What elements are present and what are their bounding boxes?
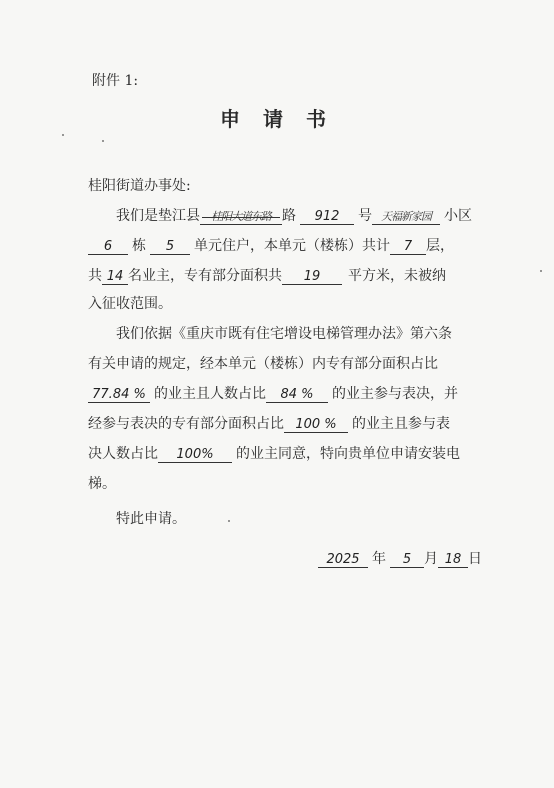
unit-suffix: 单元住户，本单元（楼栋）共计 <box>194 238 390 254</box>
scan-speck <box>62 134 64 136</box>
paragraph2-line4 <box>88 413 450 433</box>
people-ratio-handwritten: 84 % <box>266 388 328 403</box>
road-name-handwritten: 桂阳大道东路 <box>200 210 282 225</box>
paragraph1-line4: 入征收范围。 <box>88 296 172 312</box>
date-day-suffix: 日 <box>468 551 482 567</box>
voting-people-ratio-handwritten: 100% <box>158 448 232 463</box>
paragraph1-line1 <box>116 205 472 225</box>
paragraph1-line2 <box>88 235 454 255</box>
paragraph2-line2: 有关申请的规定，经本单元（楼栋）内专有部分面积占比 <box>88 356 438 372</box>
unit-number-handwritten: 5 <box>150 240 190 255</box>
owners-suffix: 名业主，专有部分面积共 <box>128 268 282 284</box>
voting-people-suffix: 的业主同意，特向贵单位申请安装电 <box>236 446 460 462</box>
building-suffix: 栋 <box>132 238 146 254</box>
scan-speck <box>540 270 542 272</box>
voting-area-ratio-handwritten: 100 % <box>284 418 348 433</box>
paragraph2-line1: 我们依据《重庆市既有住宅增设电梯管理办法》第六条 <box>116 326 452 342</box>
date-year-handwritten: 2025 <box>318 553 368 568</box>
voting-area-suffix: 的业主且参与表 <box>352 416 450 432</box>
document-title: 申 请 书 <box>220 107 334 131</box>
paragraph2-line6: 梯。 <box>88 476 116 492</box>
owners-prefix: 共 <box>88 268 102 284</box>
paragraph1-line3 <box>88 265 446 285</box>
voting-area-prefix: 经参与表决的专有部分面积占比 <box>88 416 284 432</box>
road-suffix: 路 <box>282 208 296 224</box>
owners-count-handwritten: 14 <box>102 270 128 285</box>
signature-date <box>318 548 482 568</box>
building-number-handwritten: 6 <box>88 240 128 255</box>
county-prefix: 我们是垫江县 <box>116 208 200 224</box>
number-suffix: 号 <box>358 208 372 224</box>
community-name-handwritten: 天福新家园 <box>372 210 440 225</box>
people-ratio-suffix: 的业主参与表决，并 <box>332 386 458 402</box>
area-ratio-handwritten: 77.84 % <box>88 388 150 403</box>
addressee: 桂阳街道办事处: <box>88 178 191 194</box>
date-month-handwritten: 5 <box>390 553 424 568</box>
community-suffix: 小区 <box>444 208 472 224</box>
paragraph2-line5 <box>88 443 460 463</box>
date-year-suffix: 年 <box>372 551 386 567</box>
attachment-label: 附件 1: <box>92 73 139 89</box>
area-ratio-suffix: 的业主且人数占比 <box>154 386 266 402</box>
closing-text: 特此申请。 <box>116 511 186 527</box>
floors-handwritten: 7 <box>390 240 426 255</box>
scan-speck <box>228 520 230 522</box>
house-number-handwritten: 912 <box>300 210 354 225</box>
voting-people-prefix: 决人数占比 <box>88 446 158 462</box>
floors-suffix: 层， <box>426 238 454 254</box>
date-day-handwritten: 18 <box>438 553 468 568</box>
paragraph2-line3 <box>88 383 458 403</box>
area-handwritten: 19 <box>282 270 342 285</box>
date-month-suffix: 月 <box>424 551 438 567</box>
area-suffix: 平方米，未被纳 <box>348 268 446 284</box>
scan-speck <box>102 140 104 142</box>
